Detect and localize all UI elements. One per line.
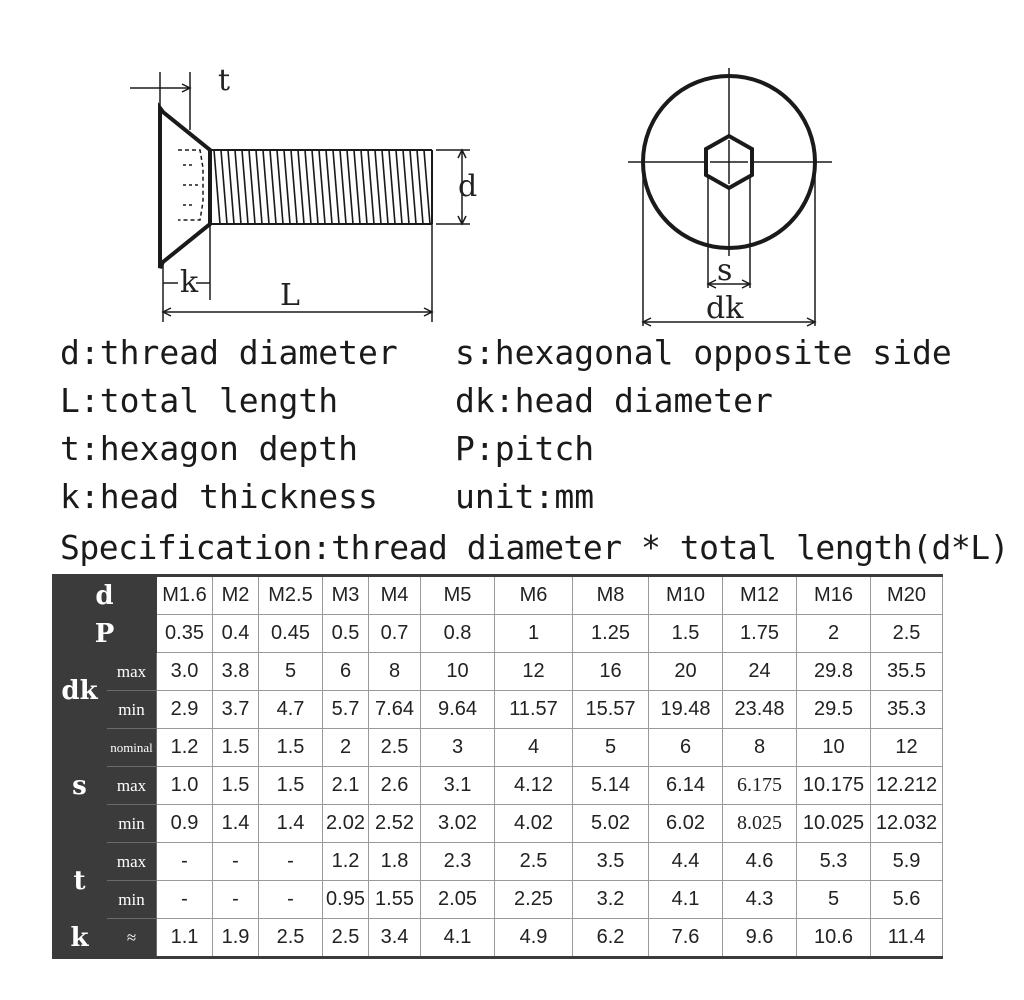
label-dk: dk — [706, 291, 744, 326]
k-cell: 1.9 — [213, 919, 259, 958]
t-max-cell: 1.8 — [369, 843, 421, 881]
pitch-cell: 1.25 — [573, 615, 649, 653]
s-nominal-cell: 6 — [649, 729, 723, 767]
s-min-cell: 5.02 — [573, 805, 649, 843]
sub-nominal: nominal — [107, 729, 157, 767]
s-nominal-cell: 5 — [573, 729, 649, 767]
k-cell: 7.6 — [649, 919, 723, 958]
thread-line — [375, 150, 381, 224]
k-cell: 11.4 — [871, 919, 943, 958]
thread-line — [214, 150, 220, 224]
legend-unit: unit:mm — [455, 477, 595, 516]
size-cell: M6 — [495, 576, 573, 615]
pitch-cell: 0.8 — [421, 615, 495, 653]
specification-table — [52, 574, 943, 959]
sub-approx: ≈ — [107, 919, 157, 958]
pitch-cell: 1 — [495, 615, 573, 653]
s-min-cell: 8.025 — [723, 805, 797, 843]
dk-max-cell: 3.8 — [213, 653, 259, 691]
thread-line — [333, 150, 339, 224]
dk-min-cell: 19.48 — [649, 691, 723, 729]
s-max-cell: 4.12 — [495, 767, 573, 805]
t-min-cell: 5.6 — [871, 881, 943, 919]
thread-line — [235, 150, 241, 224]
dk-max-cell: 3.0 — [157, 653, 213, 691]
thread-line — [270, 150, 276, 224]
thread-line — [396, 150, 402, 224]
pitch-cell: 0.7 — [369, 615, 421, 653]
label-s: s — [717, 253, 733, 288]
s-nominal-cell: 1.2 — [157, 729, 213, 767]
thread-line — [298, 150, 304, 224]
thread-line — [361, 150, 367, 224]
dk-min-cell: 4.7 — [259, 691, 323, 729]
s-nominal-cell: 8 — [723, 729, 797, 767]
t-min-cell: - — [259, 881, 323, 919]
dk-min-cell: 35.3 — [871, 691, 943, 729]
row-pitch — [53, 615, 943, 653]
s-nominal-cell: 12 — [871, 729, 943, 767]
dk-max-cell: 29.8 — [797, 653, 871, 691]
k-cell: 4.9 — [495, 919, 573, 958]
thread-line — [221, 150, 227, 224]
dk-min-cell: 11.57 — [495, 691, 573, 729]
t-max-cell: 5.3 — [797, 843, 871, 881]
dk-min-cell: 29.5 — [797, 691, 871, 729]
t-min-cell: - — [213, 881, 259, 919]
thread-line — [312, 150, 318, 224]
t-max-cell: 4.6 — [723, 843, 797, 881]
thread-line — [242, 150, 248, 224]
s-nominal-cell: 1.5 — [259, 729, 323, 767]
row-dk-max — [53, 653, 943, 691]
s-min-cell: 12.032 — [871, 805, 943, 843]
thread-line — [403, 150, 409, 224]
dk-max-cell: 12 — [495, 653, 573, 691]
thread-line — [424, 150, 430, 224]
k-cell: 1.1 — [157, 919, 213, 958]
dk-min-cell: 23.48 — [723, 691, 797, 729]
dk-min-cell: 5.7 — [323, 691, 369, 729]
pitch-cell: 0.5 — [323, 615, 369, 653]
s-min-cell: 10.025 — [797, 805, 871, 843]
t-max-cell: - — [157, 843, 213, 881]
dk-max-cell: 20 — [649, 653, 723, 691]
thread-line — [347, 150, 353, 224]
s-max-cell: 5.14 — [573, 767, 649, 805]
s-nominal-cell: 3 — [421, 729, 495, 767]
s-nominal-cell: 10 — [797, 729, 871, 767]
size-cell: M16 — [797, 576, 871, 615]
pitch-cell: 0.45 — [259, 615, 323, 653]
row-s-nominal — [53, 729, 943, 767]
thread-line — [368, 150, 374, 224]
label-d: d — [458, 169, 478, 204]
t-max-cell: - — [213, 843, 259, 881]
row-t-min — [53, 881, 943, 919]
dk-min-cell: 9.64 — [421, 691, 495, 729]
size-cell: M10 — [649, 576, 723, 615]
row-dk-min — [53, 691, 943, 729]
size-cell: M12 — [723, 576, 797, 615]
size-cell: M5 — [421, 576, 495, 615]
t-max-cell: 1.2 — [323, 843, 369, 881]
legend-head-diameter: dk:head diameter — [455, 381, 773, 420]
thread-line — [354, 150, 360, 224]
legend-pitch: P:pitch — [455, 429, 595, 468]
s-max-cell: 1.5 — [213, 767, 259, 805]
thread-line — [340, 150, 346, 224]
header-k: k — [53, 919, 107, 958]
pitch-cell: 0.4 — [213, 615, 259, 653]
size-cell: M4 — [369, 576, 421, 615]
k-cell: 4.1 — [421, 919, 495, 958]
pitch-cell: 1.5 — [649, 615, 723, 653]
dk-max-cell: 16 — [573, 653, 649, 691]
s-min-cell: 2.52 — [369, 805, 421, 843]
thread-line — [417, 150, 423, 224]
row-s-min — [53, 805, 943, 843]
pitch-cell: 2.5 — [871, 615, 943, 653]
thread-line — [326, 150, 332, 224]
dk-max-cell: 24 — [723, 653, 797, 691]
thread-line — [389, 150, 395, 224]
dk-max-cell: 35.5 — [871, 653, 943, 691]
dk-min-cell: 7.64 — [369, 691, 421, 729]
t-max-cell: 3.5 — [573, 843, 649, 881]
t-min-cell: 4.3 — [723, 881, 797, 919]
s-max-cell: 6.14 — [649, 767, 723, 805]
dk-min-cell: 2.9 — [157, 691, 213, 729]
sub-min: min — [107, 691, 157, 729]
t-min-cell: 0.95 — [323, 881, 369, 919]
legend-head-thickness: k:head thickness — [60, 477, 378, 516]
s-nominal-cell: 1.5 — [213, 729, 259, 767]
sub-min: min — [107, 805, 157, 843]
sub-min: min — [107, 881, 157, 919]
t-max-cell: 4.4 — [649, 843, 723, 881]
s-nominal-cell: 4 — [495, 729, 573, 767]
specification-line: Specification:thread diameter * total length(d*L) — [60, 528, 1010, 567]
header-t: t — [53, 843, 107, 919]
s-min-cell: 1.4 — [259, 805, 323, 843]
t-min-cell: - — [157, 881, 213, 919]
k-cell: 9.6 — [723, 919, 797, 958]
size-cell: M1.6 — [157, 576, 213, 615]
header-p: P — [53, 615, 157, 653]
thread-line — [305, 150, 311, 224]
header-dk: dk — [53, 653, 107, 729]
t-max-cell: - — [259, 843, 323, 881]
row-s-max — [53, 767, 943, 805]
size-cell: M20 — [871, 576, 943, 615]
k-cell: 2.5 — [259, 919, 323, 958]
size-cell: M8 — [573, 576, 649, 615]
s-min-cell: 0.9 — [157, 805, 213, 843]
dk-max-cell: 6 — [323, 653, 369, 691]
k-cell: 6.2 — [573, 919, 649, 958]
pitch-cell: 1.75 — [723, 615, 797, 653]
s-min-cell: 6.02 — [649, 805, 723, 843]
s-nominal-cell: 2.5 — [369, 729, 421, 767]
t-min-cell: 3.2 — [573, 881, 649, 919]
size-cell: M3 — [323, 576, 369, 615]
s-nominal-cell: 2 — [323, 729, 369, 767]
t-min-cell: 2.25 — [495, 881, 573, 919]
k-cell: 3.4 — [369, 919, 421, 958]
pitch-cell: 0.35 — [157, 615, 213, 653]
sub-max: max — [107, 843, 157, 881]
t-min-cell: 4.1 — [649, 881, 723, 919]
header-d: d — [53, 576, 157, 615]
s-max-cell: 12.212 — [871, 767, 943, 805]
header-s: s — [53, 729, 107, 843]
legend-thread-diameter: d:thread diameter — [60, 333, 398, 372]
thread-line — [256, 150, 262, 224]
legend-hexagon-depth: t:hexagon depth — [60, 429, 359, 468]
size-cell: M2.5 — [259, 576, 323, 615]
s-max-cell: 2.6 — [369, 767, 421, 805]
dk-min-cell: 15.57 — [573, 691, 649, 729]
s-min-cell: 3.02 — [421, 805, 495, 843]
sub-max: max — [107, 767, 157, 805]
legend-total-length: L:total length — [60, 381, 339, 420]
legend-hexagonal-side: s:hexagonal opposite side — [455, 333, 952, 372]
s-max-cell: 1.0 — [157, 767, 213, 805]
t-min-cell: 1.55 — [369, 881, 421, 919]
t-max-cell: 2.3 — [421, 843, 495, 881]
t-min-cell: 5 — [797, 881, 871, 919]
k-cell: 10.6 — [797, 919, 871, 958]
row-d — [53, 576, 943, 615]
thread-line — [410, 150, 416, 224]
s-max-cell: 10.175 — [797, 767, 871, 805]
row-t-max — [53, 843, 943, 881]
thread-line — [284, 150, 290, 224]
t-max-cell: 5.9 — [871, 843, 943, 881]
thread-line — [228, 150, 234, 224]
size-cell: M2 — [213, 576, 259, 615]
label-L: L — [280, 278, 300, 313]
s-max-cell: 2.1 — [323, 767, 369, 805]
label-t: t — [218, 63, 231, 98]
dk-max-cell: 10 — [421, 653, 495, 691]
s-max-cell: 3.1 — [421, 767, 495, 805]
s-max-cell: 1.5 — [259, 767, 323, 805]
s-min-cell: 4.02 — [495, 805, 573, 843]
t-max-cell: 2.5 — [495, 843, 573, 881]
thread-line — [249, 150, 255, 224]
thread-line — [263, 150, 269, 224]
thread-line — [382, 150, 388, 224]
thread-line — [291, 150, 297, 224]
t-min-cell: 2.05 — [421, 881, 495, 919]
s-min-cell: 1.4 — [213, 805, 259, 843]
s-min-cell: 2.02 — [323, 805, 369, 843]
s-max-cell: 6.175 — [723, 767, 797, 805]
k-cell: 2.5 — [323, 919, 369, 958]
dk-max-cell: 8 — [369, 653, 421, 691]
label-k: k — [180, 265, 199, 300]
sub-max: max — [107, 653, 157, 691]
thread-line — [277, 150, 283, 224]
dk-min-cell: 3.7 — [213, 691, 259, 729]
pitch-cell: 2 — [797, 615, 871, 653]
row-k — [53, 919, 943, 958]
dk-max-cell: 5 — [259, 653, 323, 691]
thread-line — [319, 150, 325, 224]
